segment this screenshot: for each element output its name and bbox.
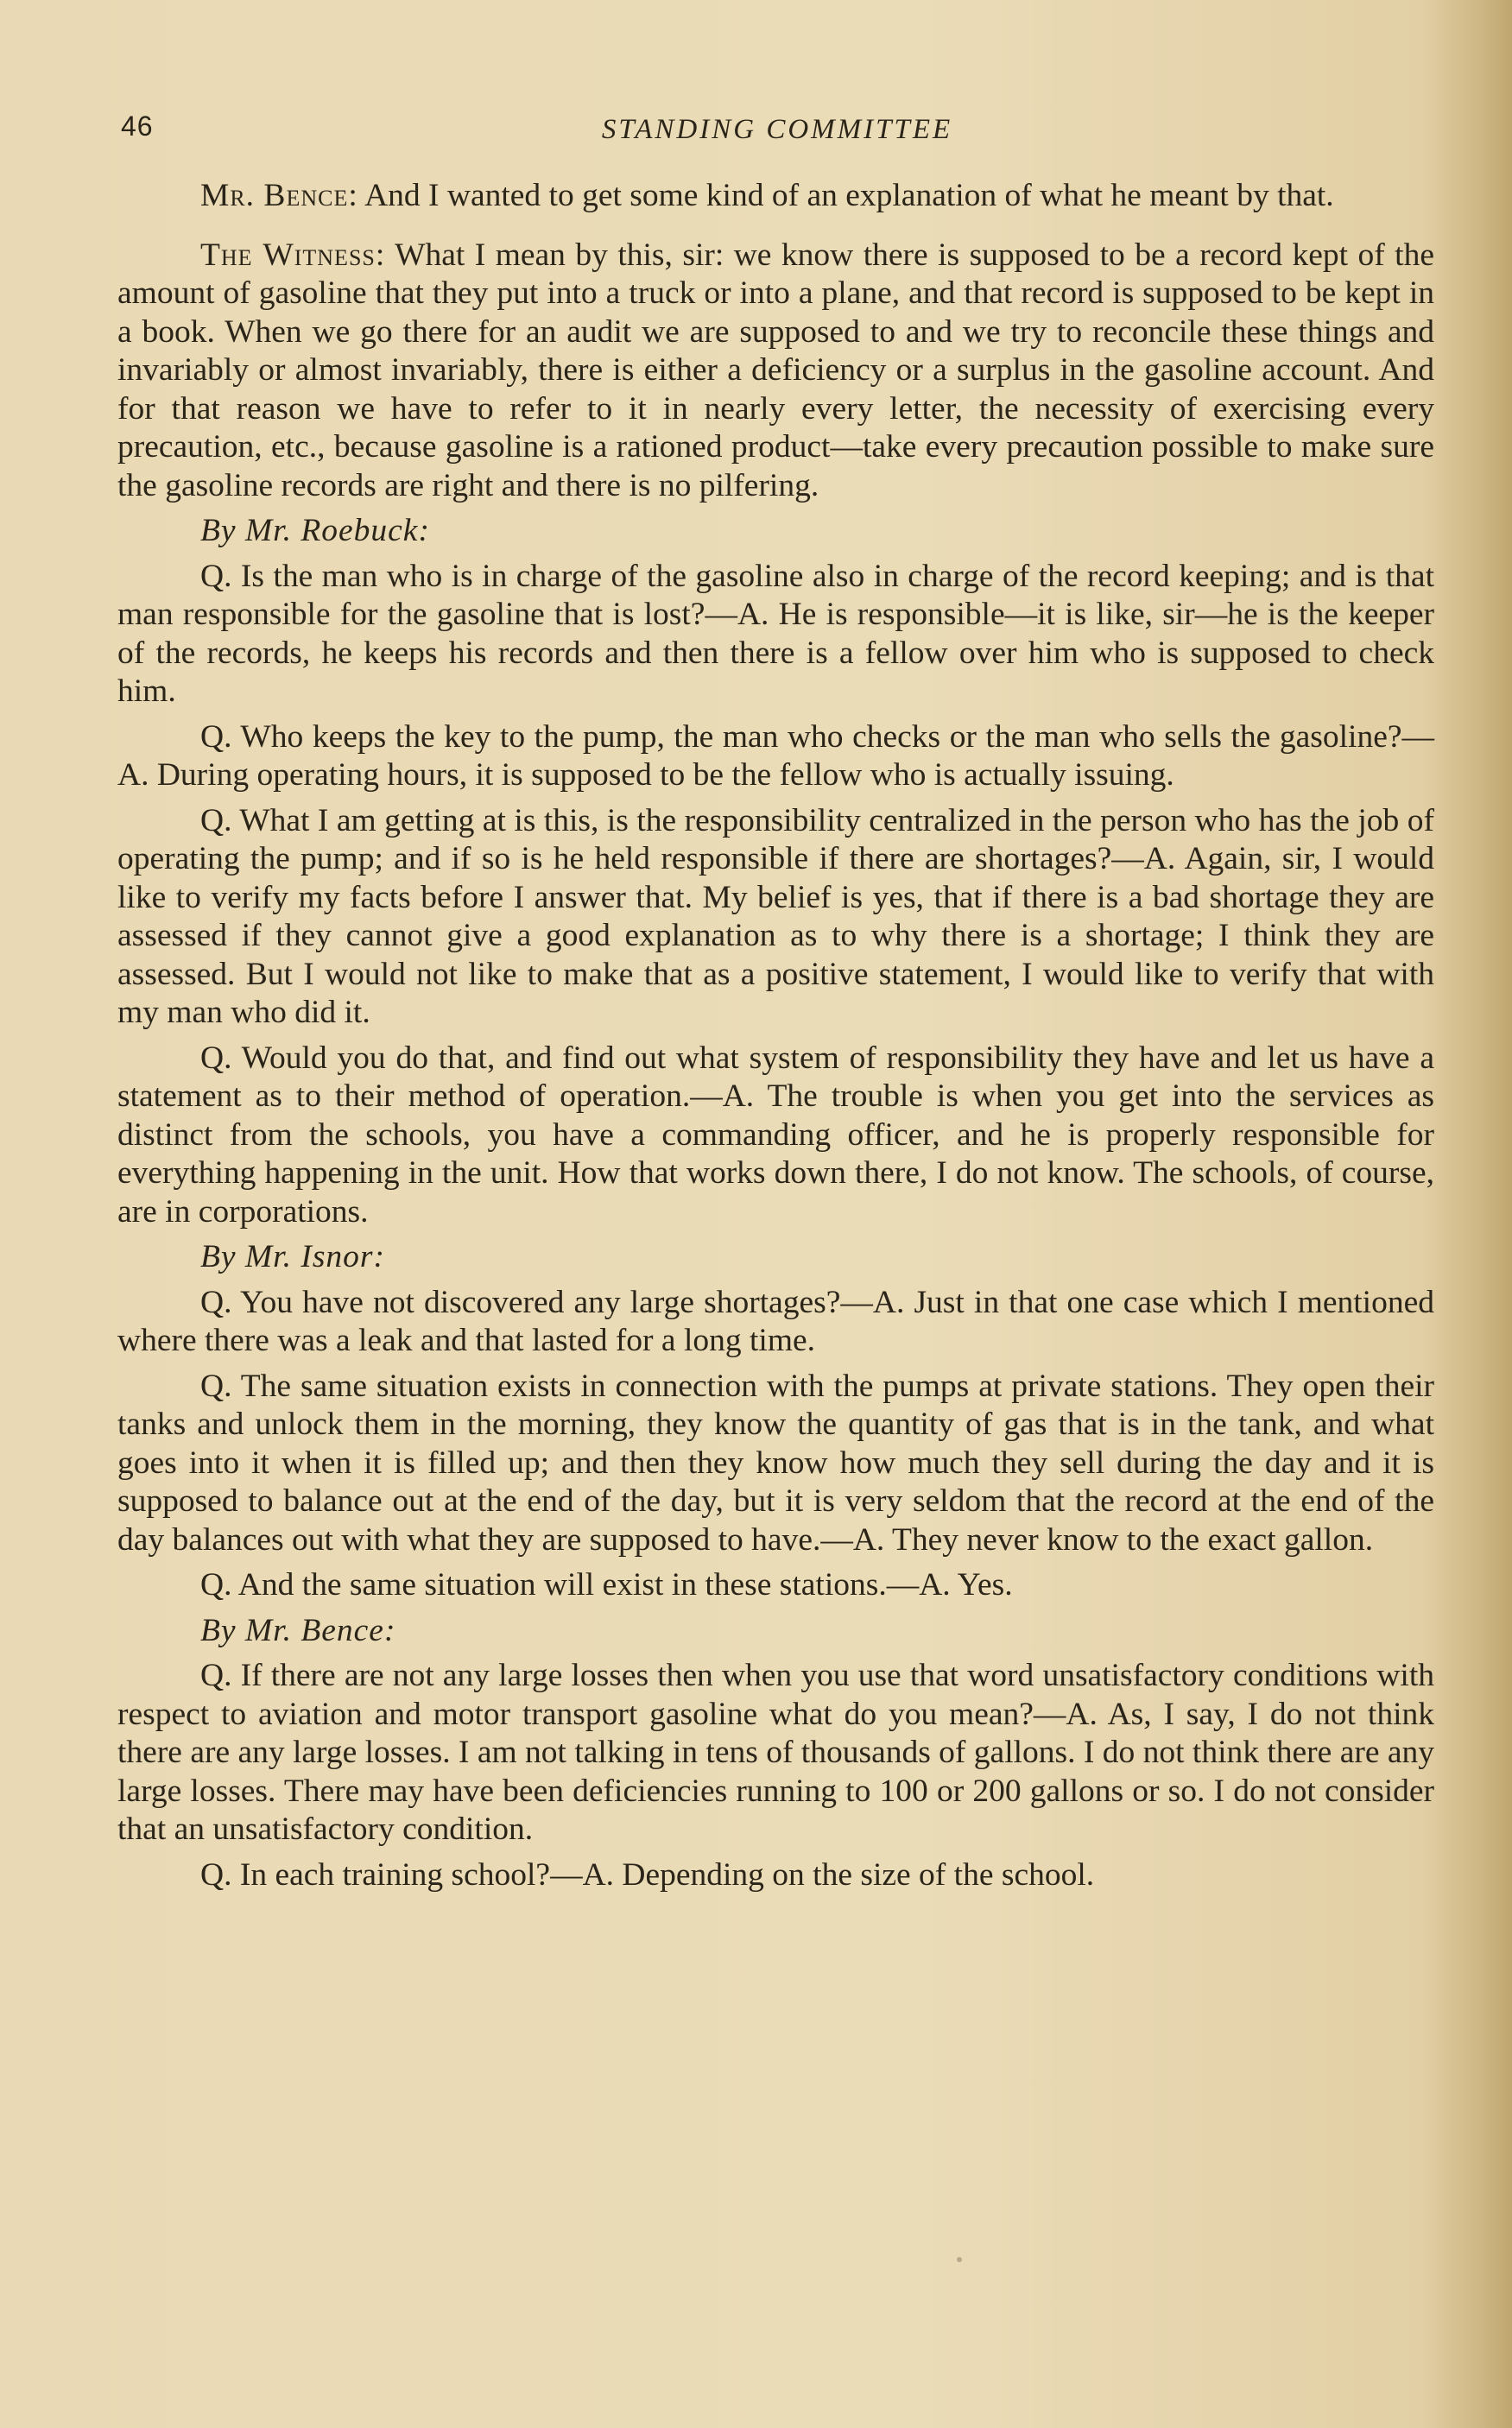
- question-paragraph: Q. Who keeps the key to the pump, the man who checks or the man who sells the gasoline?—A. During operating hours, it is supposed to be the fellow who is actually issuing.: [117, 718, 1434, 793]
- paragraph: [117, 237, 1434, 506]
- paragraph-text: What I mean by this, sir: we know there is supposed to be a record kept of the amount of gasoline that they put into a truck or into a plane, and that record is supposed to be kept in a book. When we go there for an audit we are supposed to and we try to reconcile these things and invariably or almost invariably, there is either a deficiency or a surplus in the gasoline account. And for that reason we have to refer to it in nearly every letter, the necessity of exercising every precaution, etc., because gasoline is a rationed product—take every precaution possible to make sure the gasoline records are right and there is no pilfering.: [117, 237, 1434, 503]
- speaker-label: Mr. Bence:: [200, 178, 358, 213]
- document-body: [117, 177, 1434, 1901]
- paragraph-text: And I wanted to get some kind of an explanation of what he meant by that.: [364, 178, 1334, 213]
- question-paragraph: Q. What I am getting at is this, is the responsibility centralized in the person who has the job of operating the pump; and if so is he held responsible if there are shortages?—A. Again, sir, I would like to verify my facts before I answer that. My belief is yes, that if there is a bad shortage they are assessed if they cannot give a good explanation as to why there is a shortage; I think they are assessed. But I would not like to make that as a positive statement, I would like to verify that with my man who did it.: [117, 802, 1434, 1030]
- section-byline: By Mr. Isnor:: [200, 1239, 386, 1274]
- paragraph: [117, 177, 1434, 216]
- question-paragraph: Q. The same situation exists in connection with the pumps at private stations. They open their tanks and unlock them in the morning, they know the quantity of gas that is in the tank, and what goes into it when it is filled up; and then they know how much they sell during the day and it is supposed to balance out at the end of the day, but it is very seldom that the record at the end of the day balances out with what they are supposed to have.—A. They never know to the exact gallon.: [117, 1368, 1434, 1558]
- page-number: 46: [121, 111, 154, 142]
- paper-speck: [957, 2257, 962, 2262]
- question-paragraph: Q. If there are not any large losses then when you use that word unsatisfactory conditions with respect to aviation and motor transport gasoline what do you mean?—A. As, I say, I do not think there are any large losses. I am not talking in tens of thousands of gallons. I do not think there are any large losses. There may have been deficiencies running to 100 or 200 gallons or so. I do not consider that an unsatisfactory condition.: [117, 1658, 1434, 1847]
- speaker-label: The Witness:: [200, 237, 386, 273]
- question-paragraph: Q. Would you do that, and find out what system of responsibility they have and let us have a statement as to their method of operation.—A. The trouble is when you get into the services as distinct from the schools, you have a commanding officer, and he is properly responsible for everything happening in the unit. How that works down there, I do not know. The schools, of course, are in corporations.: [117, 1040, 1434, 1230]
- section-byline: By Mr. Bence:: [200, 1612, 396, 1648]
- running-head: STANDING COMMITTEE: [601, 114, 953, 145]
- question-paragraph: Q. In each training school?—A. Depending on the size of the school.: [200, 1856, 1095, 1893]
- question-paragraph: Q. And the same situation will exist in these stations.—A. Yes.: [200, 1567, 1013, 1603]
- question-paragraph: Q. Is the man who is in charge of the gasoline also in charge of the record keeping; and is that man responsible for the gasoline that is lost?—A. He is responsible—it is like, sir—he is the keeper of the records, he keeps his records and then there is a fellow over him who is supposed to check him.: [117, 558, 1434, 709]
- page-header: [121, 111, 1433, 145]
- section-byline: By Mr. Roebuck:: [200, 513, 430, 548]
- question-paragraph: Q. You have not discovered any large shortages?—A. Just in that one case which I mentioned where there was a leak and that lasted for a long time.: [117, 1284, 1434, 1358]
